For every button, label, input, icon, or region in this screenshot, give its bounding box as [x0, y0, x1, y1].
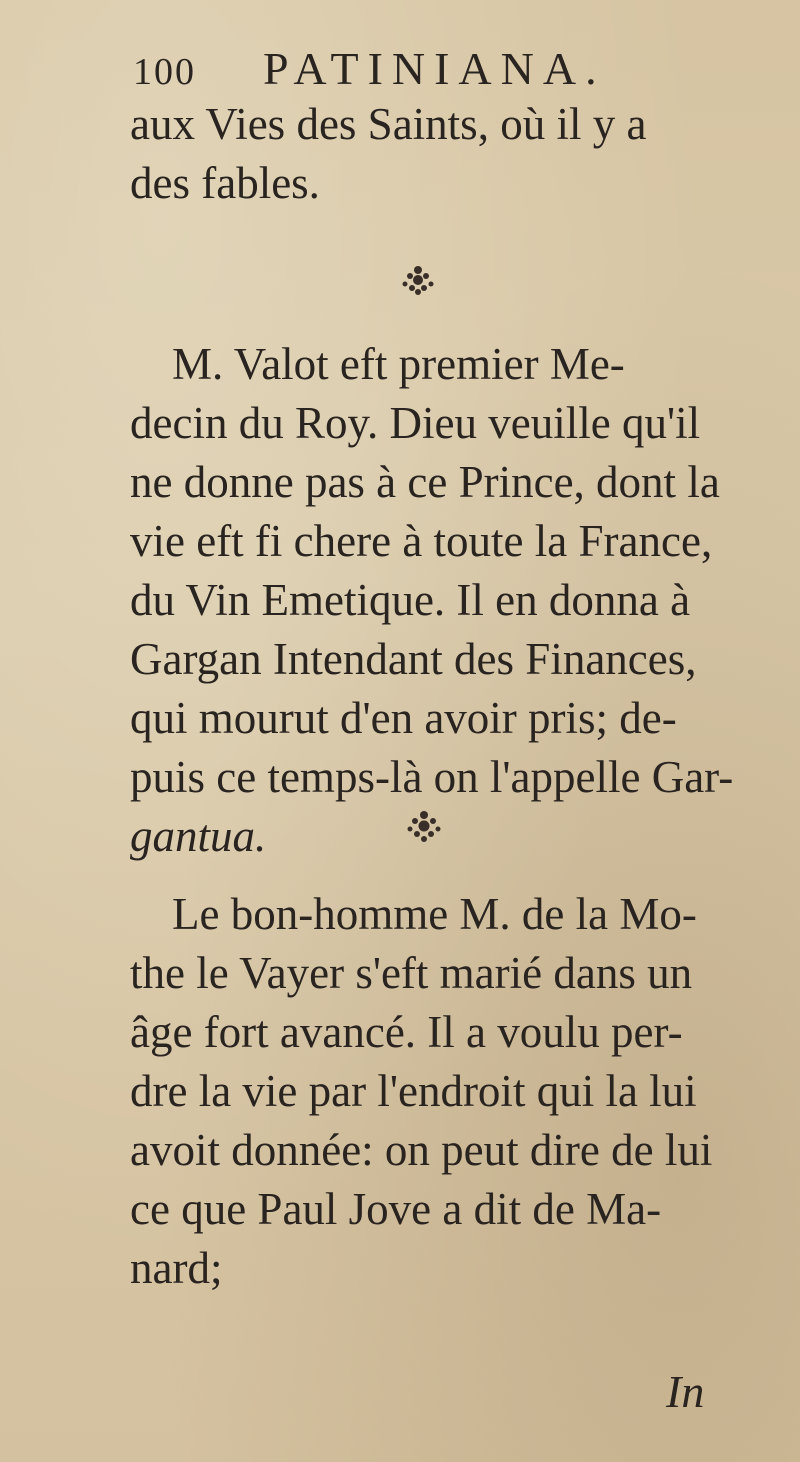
text-line: des fables.: [130, 158, 320, 208]
text-line: du Vin Emetique. Il en donna à: [130, 575, 691, 625]
text-line: âge fort avancé. Il a voulu per-: [130, 1007, 683, 1057]
text-line: ne donne pas à ce Prince, dont la: [130, 457, 720, 507]
running-title: PATINIANA.: [263, 43, 606, 94]
text-line: gantua.: [130, 811, 267, 861]
text-line: Le bon-homme M. de la Mo-: [172, 889, 697, 939]
page-number: 100: [133, 51, 196, 93]
text-line: nard;: [130, 1243, 223, 1293]
fleuron-ornament-icon: [398, 262, 438, 298]
text-line: decin du Roy. Dieu veuille qu'il: [130, 398, 701, 448]
text-line: ce que Paul Jove a dit de Ma-: [130, 1184, 662, 1234]
fleuron-ornament-icon: [404, 808, 444, 844]
text-line: Gargan Intendant des Finances,: [130, 634, 697, 684]
paragraph-2: [130, 335, 780, 866]
page-header: [133, 42, 773, 98]
catchword: In: [666, 1366, 705, 1417]
text-line: aux Vies des Saints, où il y a: [130, 99, 647, 149]
text-line: qui mourut d'en avoir pris; de-: [130, 693, 677, 743]
paragraph-3: [130, 885, 780, 1298]
text-line: dre la vie par l'endroit qui la lui: [130, 1066, 697, 1116]
paragraph-1: [130, 95, 780, 213]
text-line: the le Vayer s'eft marié dans un: [130, 948, 693, 998]
text-line: vie eft fi chere à toute la France,: [130, 516, 713, 566]
text-line: M. Valot eft premier Me-: [172, 339, 625, 389]
text-line: avoit donnée: on peut dire de lui: [130, 1125, 713, 1175]
text-line: puis ce temps-là on l'appelle Gar-: [130, 752, 734, 802]
